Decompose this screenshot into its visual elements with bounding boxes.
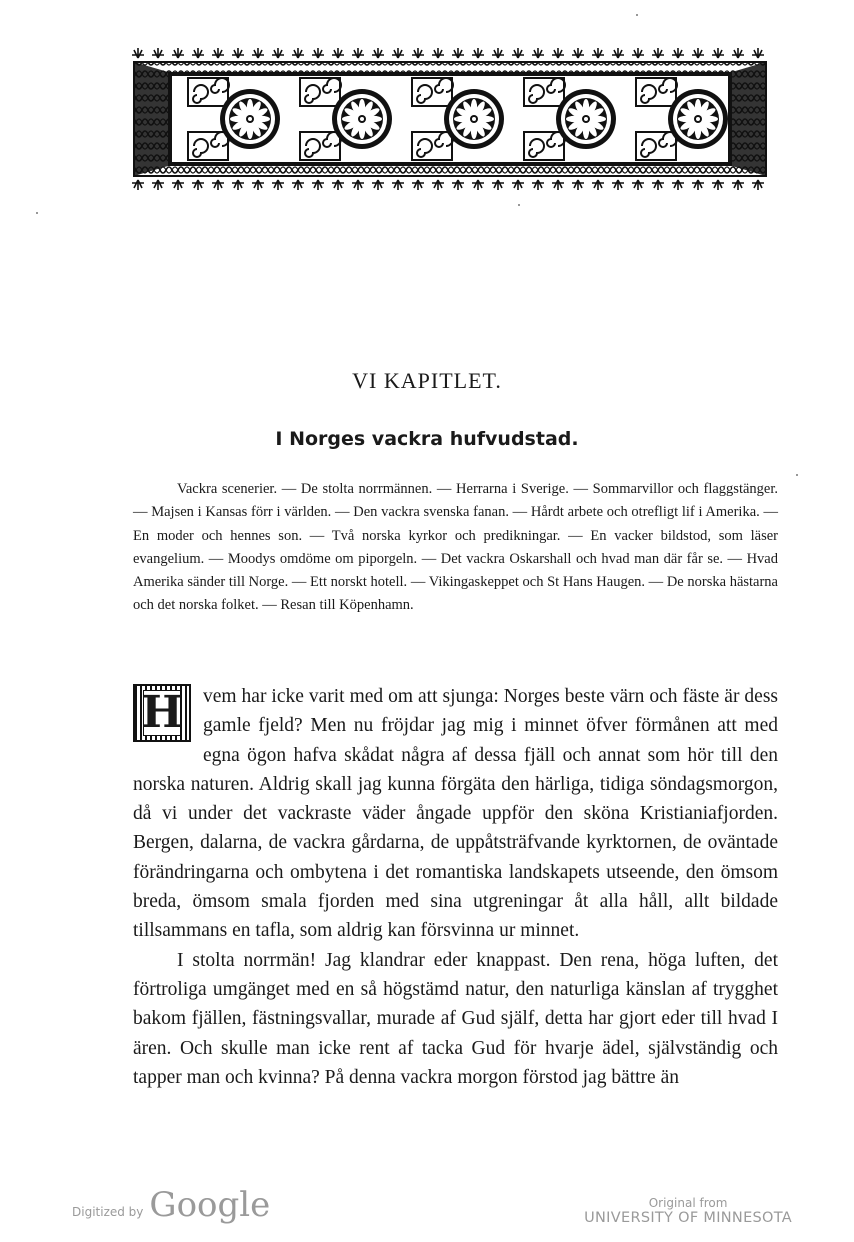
paragraph-1 bbox=[133, 682, 778, 946]
body-text bbox=[133, 682, 778, 1092]
google-logo-text: Google bbox=[149, 1185, 271, 1225]
chapter-summary bbox=[133, 478, 778, 618]
paragraph-2: I stolta norrmän! Jag klandrar eder knappast. Den rena, höga luften, det förtroliga umgänget med en så högstämd natur, den naturliga känslan af trygghet bakom fjällen, fästningsvallar, murade af Gud själf, detta har gjort eder till hvad I ären. Och skulle man icke rent af tacka Gud för hvarje ädel, självständig och tapper man och kvinna? På denna vackra morgon förstod jag bättre än bbox=[133, 949, 778, 1088]
summary-text: Vackra scenerier. — De stolta norrmännen. — Herrarna i Sverige. — Sommarvillor och flaggstänger. — Majsen i Kansas förr i världen. — Den vackra svenska fanan. — Hårdt arbete och otrefligt lif i Amerika. — En moder och hennes son. — Två norska kyrkor och predikningar. — En vacker bildstod, som läser evangelium. — Moodys omdöme om piporgeln. — Det vackra Oskarshall och hvad man där får se. — Hvad Amerika sänder till Norge. — Ett norskt hotell. — Vikingaskeppet och St Hans Haugen. — De norska hästarna och det norska folket. — Resan till Köpenhamn. bbox=[133, 481, 778, 614]
chapter-title: VI KAPITLET. bbox=[352, 368, 502, 393]
paper-speck bbox=[796, 474, 798, 476]
institution-label: UNIVERSITY OF MINNESOTA bbox=[584, 1210, 792, 1226]
paper-speck bbox=[518, 204, 520, 206]
drop-cap-letter: H bbox=[141, 687, 183, 738]
paper-speck bbox=[36, 212, 38, 214]
digitizer-watermark bbox=[72, 1185, 270, 1225]
provenance-watermark bbox=[584, 1196, 792, 1226]
original-from-label: Original from bbox=[648, 1196, 728, 1210]
ornamental-header-band bbox=[130, 44, 770, 194]
drop-cap-ornament bbox=[133, 684, 191, 742]
chapter-subtitle: I Norges vackra hufvudstad. bbox=[275, 428, 579, 450]
digitized-by-label: Digitized by bbox=[72, 1205, 144, 1219]
paper-speck bbox=[636, 14, 638, 16]
paragraph-1-text: vem har icke varit med om att sjunga: Norges beste värn och fäste är dess gamle fjeld? Men nu fröjdar jag mig i minnet öfver förmånen att med egna ögon hafva skådat några af dessa fjäll och annat som hör till den norska naturen. Aldrig skall jag kunna förgäta den härliga, tidiga söndagsmorgon, då vi under det vackraste väder ångade uppför den sköna Kristianiafjorden. Bergen, dalarna, de vackra gårdarna, de uppåtsträfvande kyrktornen, de oväntade förändringarna och ombytena i det romantiska landskapets utseende, den ömsom breda, ömsom smala fjorden med sina utgreningar åt alla håll, allt bildade tillsammans en tafla, som aldrig kan försvinna ur minnet. bbox=[133, 686, 778, 942]
ornament-pattern bbox=[130, 44, 770, 194]
